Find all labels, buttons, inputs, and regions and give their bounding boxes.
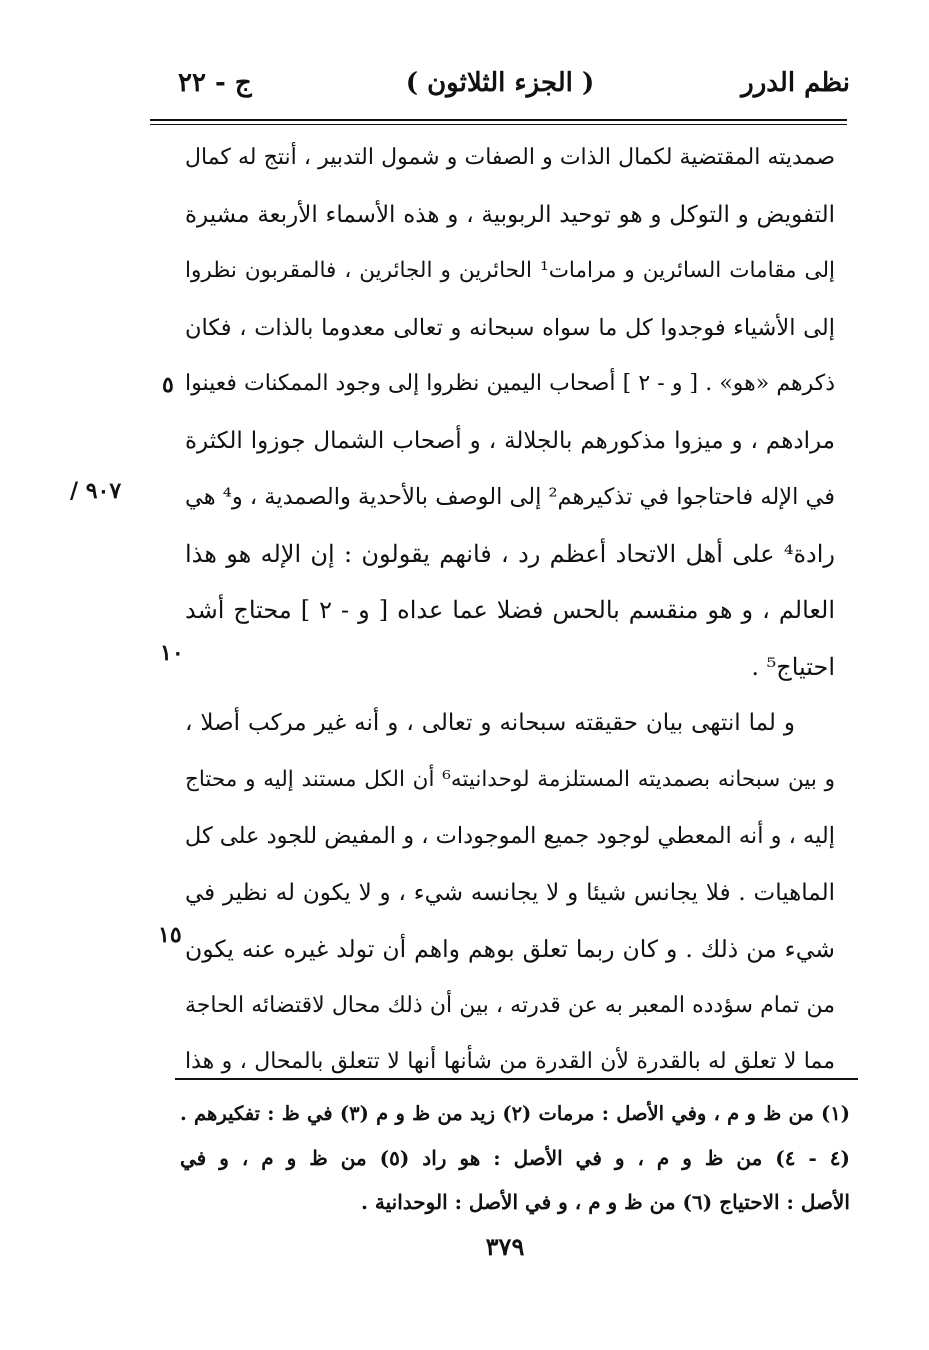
footnote-rule [175,1078,858,1080]
footnote-line: (٤ - ٤) من ظ و م ، و في الأصل : هو راد (٥) من ظ و م ، و في [180,1146,850,1170]
header-rule-thin [150,124,847,125]
text-line: العالم ، و هو منقسم بالحس فضلا عما عداه [ و - ٢ ] محتاج أشد [185,596,835,624]
text-line: ذكرهم «هو» . [ و - ٢ ] أصحاب اليمين نظروا إلى وجود الممكنات فعينوا [185,371,835,396]
text-line: إلى الأشياء فوجدوا كل ما سواه سبحانه و تعالى معدوما بالذات ، فكان [185,314,835,341]
book-title: نظم الدرر [741,68,850,98]
text-line: مما لا تعلق له بالقدرة لأن القدرة من شأنها أنها لا تتعلق بالمحال ، و هذا [185,1049,835,1074]
text-line: في الإله فاحتاجوا في تذكيرهم² إلى الوصف بالأحدية والصمدية ، و⁴ هي [185,484,835,510]
text-line: التفويض و التوكل و هو توحيد الربوبية ، و هذه الأسماء الأربعة مشيرة [185,201,835,228]
text-line: و بين سبحانه بصمديته المستلزمة لوحدانيته⁶ أن الكل مستند إليه و محتاج [185,766,836,792]
footnote-line: الأصل : الاحتياج (٦) من ظ و م ، و في الأصل : الوحدانية . [360,1190,850,1214]
main-text [185,130,835,1091]
text-line: مرادهم ، و ميزوا مذكورهم بالجلالة ، و أصحاب الشمال جوزوا الكثرة [185,427,835,454]
footnote-line: (١) من ظ و م ، وفي الأصل : مرمات (٢) زيد من ظ و م (٣) في ظ : تفكيرهم . [180,1102,850,1125]
line-number-10: ١٠ [160,640,184,666]
text-line: الماهيات . فلا يجانس شيئا و لا يجانسه شيء ، و لا يكون له نظير في [185,879,835,906]
header-rule [150,119,847,121]
part-label: ( الجزء الثلاثون ) [405,68,595,98]
line-number-15: ١٥ [158,922,182,948]
text-line: احتياج⁵ . [751,652,835,681]
text-line: من تمام سؤدده المعبر به عن قدرته ، بين أن ذلك محال لاقتضائه الحاجة [185,992,835,1018]
text-line: صمديته المقتضية لكمال الذات و الصفات و شمول التدبير ، أنتج له كمال [185,145,835,170]
text-line: إلى مقامات السائرين و مرامات¹ الحائرين و الجائرين ، فالمقربون نظروا [185,258,835,283]
text-line: شيء من ذلك . و كان ربما تعلق بوهم واهم أن تولد غيره عنه يكون [185,935,835,963]
text-line: إليه ، و أنه المعطي لوجود جميع الموجودات ، و المفيض للجود على كل [184,823,835,849]
volume-label: ج - ٢٢ [178,68,252,98]
line-number-5: ٥ [162,372,174,398]
footnotes [180,1092,850,1224]
page-number: ٣٧٩ [485,1232,525,1261]
text-line: رادة⁴ على أهل الاتحاد أعظم رد ، فانهم يقولون : إن الإله هو هذا [185,539,835,568]
manuscript-page-ref: ٩٠٧ / [70,478,122,504]
running-header [150,62,850,108]
text-line: و لما انتهى بيان حقيقته سبحانه و تعالى ، و أنه غير مركب أصلا ، [185,710,795,736]
